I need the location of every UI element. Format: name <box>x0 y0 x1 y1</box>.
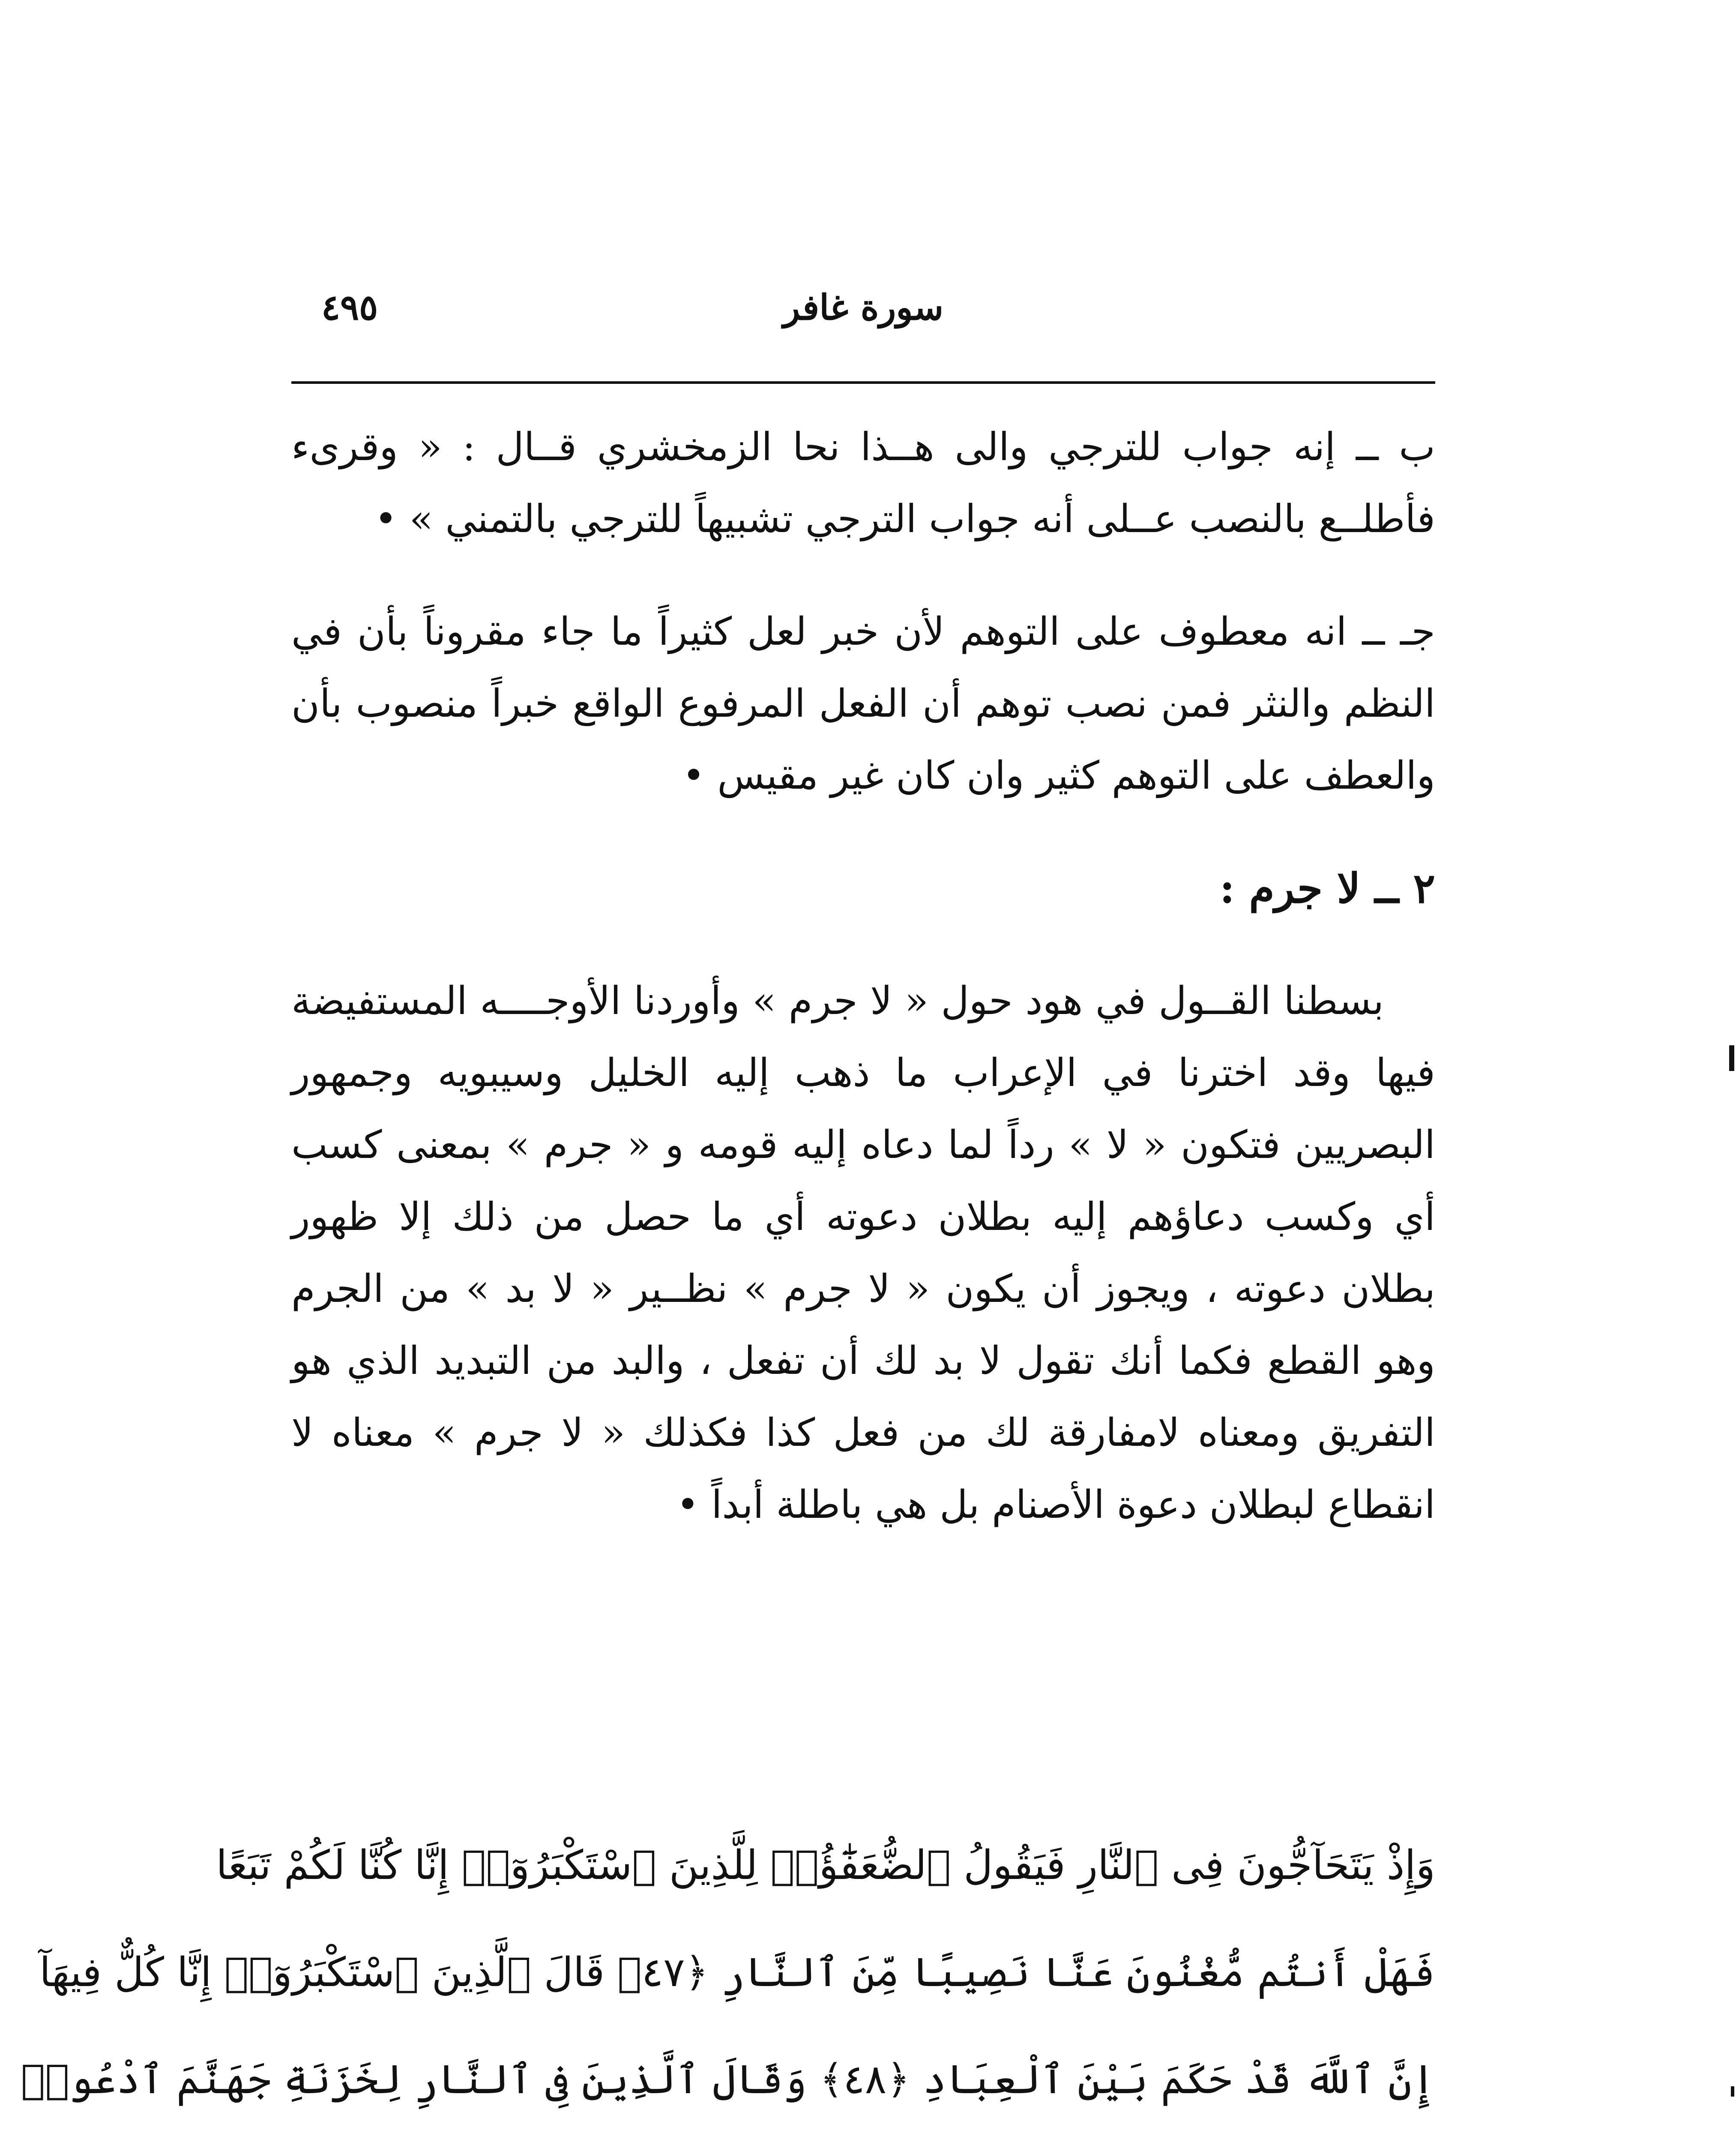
quran-verses <box>21 1812 1435 2133</box>
paragraph-b: ب ــ إنه جواب للترجي والى هــذا نحا الزمخشري قــال : « وقرىء فأطلــع بالنصب عــلى أنه جواب الترجي تشبيهاً للترجي بالتمني » • <box>291 425 1435 541</box>
quran-line-1: وَإِذْ يَتَحَآجُّونَ فِى ٱلنَّارِ فَيَقُولُ ٱلضُّعَفَٰٓؤُا۟ لِلَّذِينَ ٱسْتَكْبَرُوٓا۟ إِنَّا كُنَّا لَكُمْ تَبَعًا <box>216 1842 1435 1889</box>
page-body <box>291 411 1435 1541</box>
page-edge-mark <box>1731 2086 1734 2097</box>
quran-line-2: فَهَلْ أَنتُم مُّغْنُونَ عَنَّا نَصِيبًا مِّنَ ٱلنَّارِ ﴿٤٧﴾ قَالَ ٱلَّذِينَ ٱسْتَكْبَرُوٓا۟ إِنَّا كُلٌّ فِيهَآ <box>39 1949 1435 1996</box>
page-header <box>291 266 1435 351</box>
section-heading-la-jarama: ٢ ــ لا جرم : <box>1219 864 1435 912</box>
paragraph-j: جـ ــ انه معطوف على التوهم لأن خبر لعل كثيراً ما جاء مقروناً بأن في النظم والنثر فمن نصب توهم أن الفعل المرفوع الواقع خبراً منصوب بأن والعطف على التوهم كثير وان كان غير مقيس • <box>291 609 1435 798</box>
quran-line-3: إِنَّ ٱللَّهَ قَدْ حَكَمَ بَيْنَ ٱلْعِبَادِ ﴿٤٨﴾ وَقَالَ ٱلَّذِينَ فِى ٱلنَّارِ لِخَزَنَةِ جَهَنَّمَ ٱدْعُوا۟ <box>21 2056 1435 2103</box>
surah-title: سورة غافر <box>783 287 944 328</box>
page-edge-mark <box>1729 1045 1734 1071</box>
page-number: ٤٩٥ <box>321 287 378 328</box>
paragraph-main: بسطنا القــول في هود حول « لا جرم » وأوردنا الأوجــــه المستفيضة فيها وقد اخترنا في الإعراب ما ذهب إليه الخليل وسيبويه وجمهور البصريين فتكون « لا » رداً لما دعاه إليه قومه و « جرم » بمعنى كسب أي وكسب دعاؤهم إليه بطلان دعوته أي ما حصل من ذلك إلا ظهور بطلان دعوته ، ويجوز أن يكون « لا جرم » نظــير « لا بد » من الجرم وهو القطع فكما أنك تقول لا بد لك أن تفعل ، والبد من التبديد الذي هو التفريق ومعناه لامفارقة لك من فعل كذا فكذلك « لا جرم » معناه لا انقطاع لبطلان دعوة الأصنام بل هي باطلة أبداً • <box>291 978 1435 1527</box>
header-divider <box>291 381 1435 384</box>
